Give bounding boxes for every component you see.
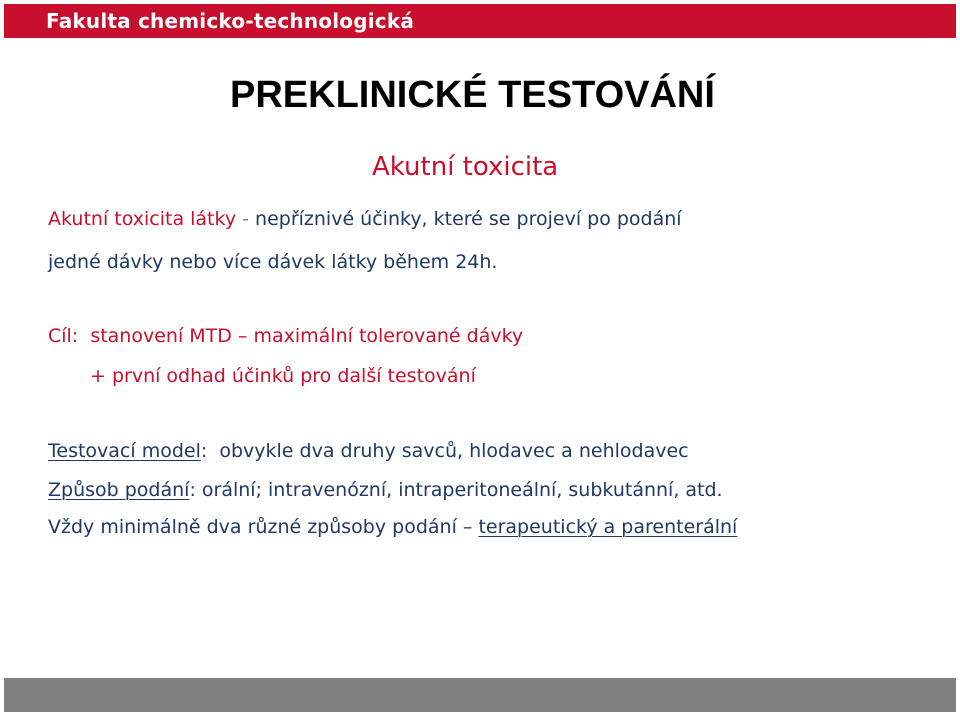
definition-line-1 (48, 207, 682, 231)
always-underlined: terapeutický a parenterální (478, 516, 738, 538)
slide-title: PREKLINICKÉ TESTOVÁNÍ (230, 74, 715, 116)
route-text: : orální; intravenózní, intraperitoneální, subkutánní, atd. (189, 479, 723, 501)
slide-subtitle: Akutní toxicita (372, 152, 559, 182)
model-text: : obvykle dva druhy savců, hlodavec a nehlodavec (200, 440, 689, 462)
always-line (48, 515, 737, 539)
faculty-name: Fakulta chemicko-technologická (46, 9, 415, 33)
route-label: Způsob podání (48, 479, 190, 501)
model-line (48, 439, 689, 463)
always-text: Vždy minimálně dva různé způsoby podání – (48, 516, 479, 538)
definition-term: Akutní toxicita látky (48, 208, 237, 230)
model-label: Testovací model (48, 440, 201, 462)
definition-line-2: jedné dávky nebo více dávek látky během 24h. (48, 251, 498, 273)
route-line (48, 478, 723, 502)
goal-line-1 (48, 324, 523, 348)
definition-dash: - (236, 208, 256, 230)
goal-label: Cíl: (48, 325, 79, 347)
footer-bar (4, 678, 956, 712)
goal-text: stanovení MTD – maximální tolerované dávky (78, 325, 524, 347)
goal-line-2: + první odhad účinků pro další testování (90, 365, 476, 387)
definition-text: nepříznivé účinky, které se projeví po podání (255, 208, 682, 230)
header-bar (4, 4, 956, 38)
